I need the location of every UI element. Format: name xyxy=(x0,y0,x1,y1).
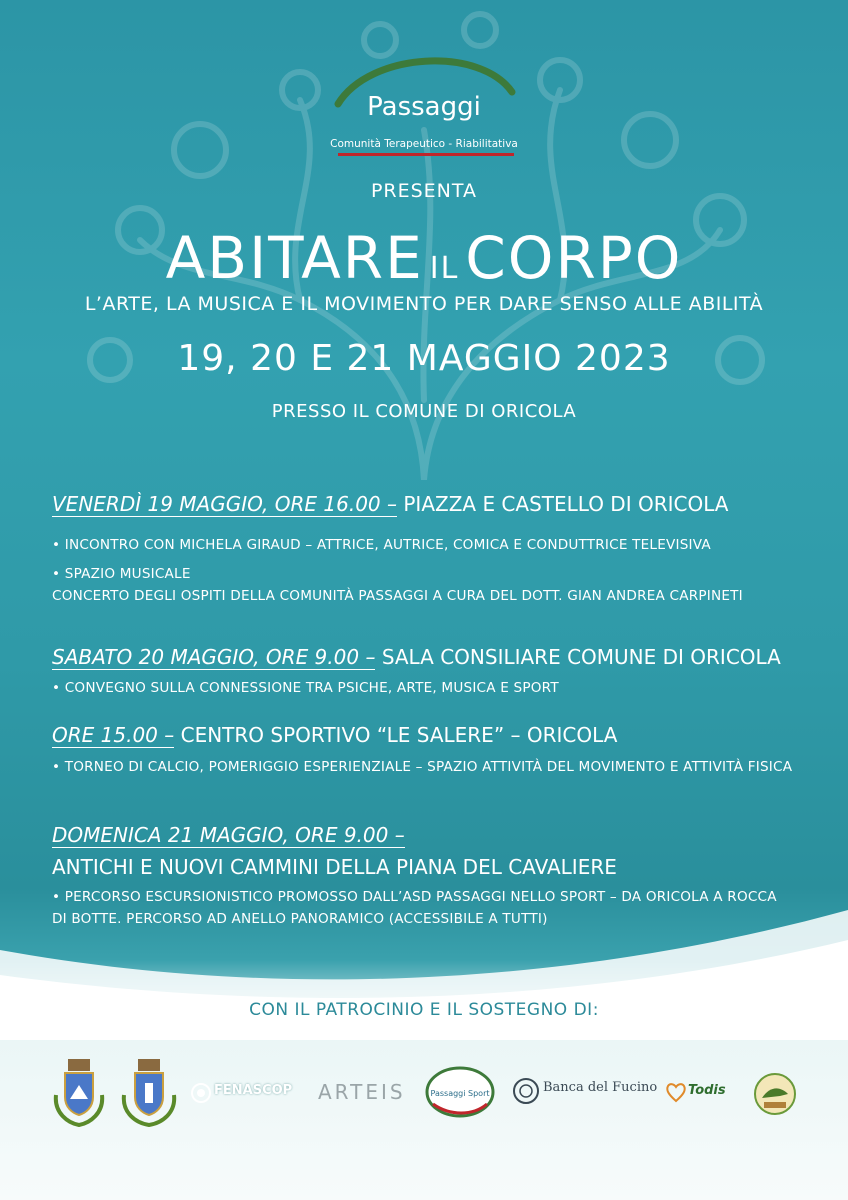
event-heading-sunday xyxy=(52,823,405,847)
event-heading-saturday xyxy=(52,645,781,669)
title-part-small: IL xyxy=(429,251,460,286)
title-part-2: CORPO xyxy=(465,224,683,292)
event-dates: 19, 20 E 21 MAGGIO 2023 xyxy=(177,338,671,379)
municipal-coat-of-arms-icon xyxy=(50,1055,108,1127)
presenta-label: PRESENTA xyxy=(370,180,478,202)
event-heading-saturday-afternoon xyxy=(52,723,617,747)
event-date: SABATO 20 MAGGIO, ORE 9.00 – xyxy=(52,645,376,669)
todis-logo: Todis xyxy=(688,1083,726,1098)
event-detail: • PERCORSO ESCURSIONISTICO PROMOSSO DALL’ASD PASSAGGI NELLO SPORT – DA ORICOLA A ROCCA xyxy=(52,889,777,905)
event-detail: • SPAZIO MUSICALE xyxy=(52,566,191,582)
event-place-sunday: ANTICHI E NUOVI CAMMINI DELLA PIANA DEL CAVALIERE xyxy=(52,855,617,879)
subtitle: L’ARTE, LA MUSICA E IL MOVIMENTO PER DARE SENSO ALLE ABILITÀ xyxy=(84,293,764,315)
banca-del-fucino-logo: Banca del Fucino xyxy=(543,1080,658,1095)
banca-seal-icon xyxy=(512,1077,540,1105)
event-heading-friday xyxy=(52,492,729,516)
brand-name: Passaggi xyxy=(367,92,481,122)
arteis-logo: ARTEIS xyxy=(318,1080,406,1104)
event-place: SALA CONSILIARE COMUNE DI ORICOLA xyxy=(381,645,781,669)
passaggi-sport-logo-icon xyxy=(425,1064,495,1120)
event-location: PRESSO IL COMUNE DI ORICOLA xyxy=(271,401,577,422)
heart-icon xyxy=(664,1080,688,1104)
event-place: PIAZZA E CASTELLO DI ORICOLA xyxy=(403,492,729,516)
event-detail: CONCERTO DEGLI OSPITI DELLA COMUNITÀ PASSAGGI A CURA DEL DOTT. GIAN ANDREA CARPINETI xyxy=(52,588,743,604)
brand-underline xyxy=(338,153,514,156)
patrocinio-label: CON IL PATROCINIO E IL SOSTEGNO DI: xyxy=(249,1000,599,1020)
event-date: ORE 15.00 – xyxy=(52,723,175,747)
municipal-coat-of-arms-icon xyxy=(118,1055,180,1127)
svg-text:Passaggi Sport: Passaggi Sport xyxy=(430,1089,490,1098)
page-title xyxy=(0,224,848,292)
event-detail: • CONVEGNO SULLA CONNESSIONE TRA PSICHE, ARTE, MUSICA E SPORT xyxy=(52,680,559,696)
event-detail: • INCONTRO CON MICHELA GIRAUD – ATTRICE, AUTRICE, COMICA E CONDUTTRICE TELEVISIVA xyxy=(52,537,711,553)
event-detail: • TORNEO DI CALCIO, POMERIGGIO ESPERIENZIALE – SPAZIO ATTIVITÀ DEL MOVIMENTO E ATTIVITÀ FISICA xyxy=(52,759,793,775)
fenascop-logo-icon xyxy=(190,1082,212,1104)
event-date: VENERDÌ 19 MAGGIO, ORE 16.00 – xyxy=(52,492,397,516)
event-date: DOMENICA 21 MAGGIO, ORE 9.00 – xyxy=(52,823,405,847)
event-detail: DI BOTTE. PERCORSO AD ANELLO PANORAMICO (ACCESSIBILE A TUTTI) xyxy=(52,911,548,927)
fenascop-logo: FENASCOP xyxy=(214,1083,293,1098)
bird-badge-icon xyxy=(752,1072,798,1116)
title-part-1: ABITARE xyxy=(165,224,424,292)
brand-tagline: Comunità Terapeutico - Riabilitativa xyxy=(330,138,518,150)
event-place: CENTRO SPORTIVO “LE SALERE” – ORICOLA xyxy=(180,723,618,747)
